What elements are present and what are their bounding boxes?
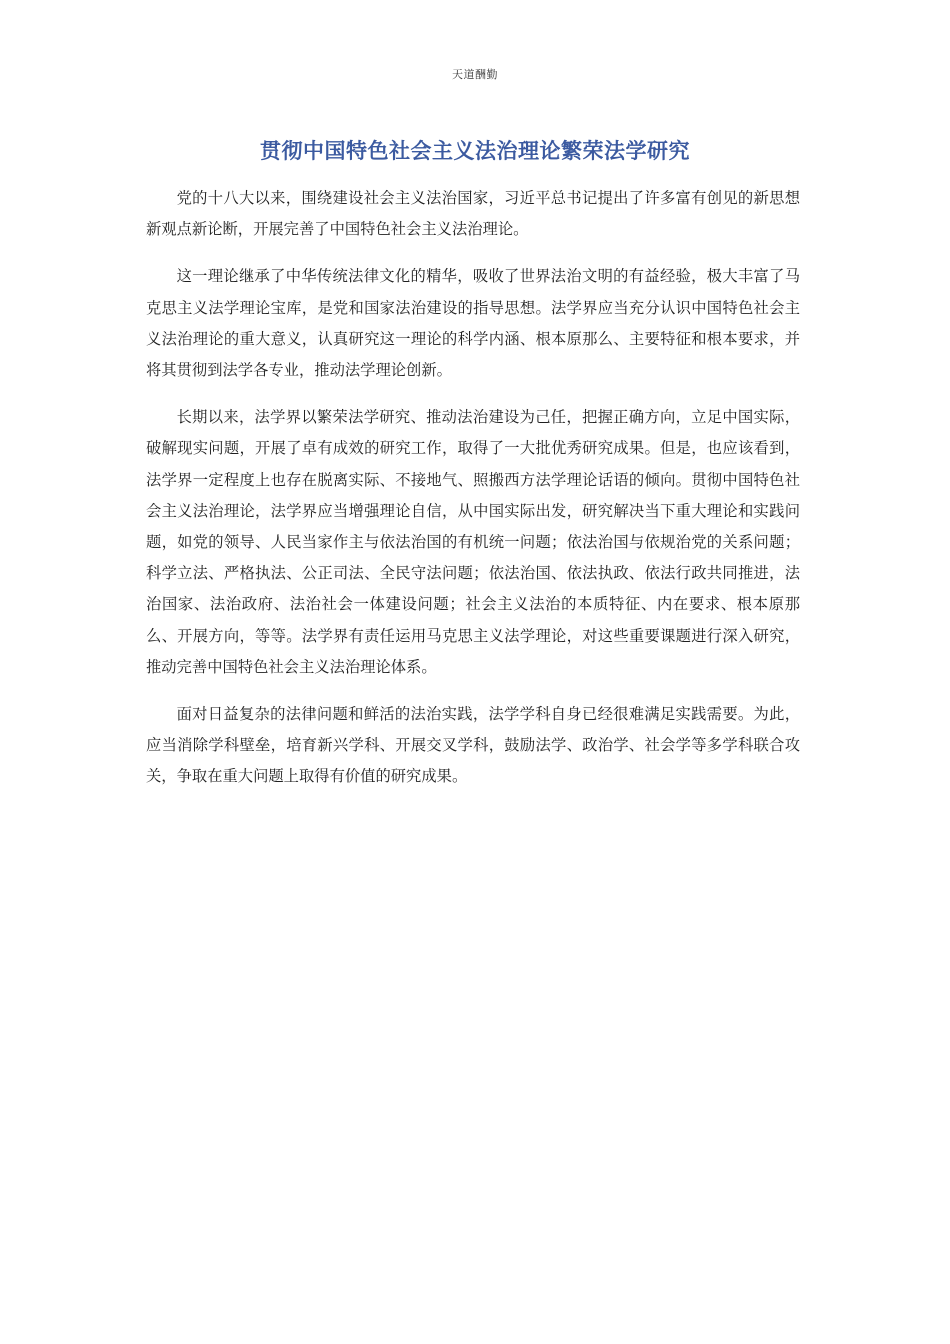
document-title: 贯彻中国特色社会主义法治理论繁荣法学研究 xyxy=(260,139,690,163)
paragraph-2: 这一理论继承了中华传统法律文化的精华，吸收了世界法治文明的有益经验，极大丰富了马克思主义法学理论宝库，是党和国家法治建设的指导思想。法学界应当充分认识中国特色社会主义法治理论的重大意义，认真研究这一理论的科学内涵、根本原那么、主要特征和根本要求，并将其贯彻到法学各专业，推动法学理论创新。 xyxy=(146,267,800,380)
page-header: 天道酬勤 xyxy=(452,68,498,81)
paragraph-1: 党的十八大以来，围绕建设社会主义法治国家，习近平总书记提出了许多富有创见的新思想新观点新论断，开展完善了中国特色社会主义法治理论。 xyxy=(146,189,800,239)
paragraph-4: 面对日益复杂的法律问题和鲜活的法治实践，法学学科自身已经很难满足实践需要。为此，应当消除学科壁垒，培育新兴学科、开展交叉学科，鼓励法学、政治学、社会学等多学科联合攻关，争取在重大问题上取得有价值的研究成果。 xyxy=(146,705,800,786)
document-body xyxy=(146,183,800,809)
paragraph-3: 长期以来，法学界以繁荣法学研究、推动法治建设为己任，把握正确方向，立足中国实际，破解现实问题，开展了卓有成效的研究工作，取得了一大批优秀研究成果。但是，也应该看到，法学界一定程度上也存在脱离实际、不接地气、照搬西方法学理论话语的倾向。贯彻中国特色社会主义法治理论，法学界应当增强理论自信，从中国实际出发，研究解决当下重大理论和实践问题，如党的领导、人民当家作主与依法治国的有机统一问题；依法治国与依规治党的关系问题；科学立法、严格执法、公正司法、全民守法问题；依法治国、依法执政、依法行政共同推进，法治国家、法治政府、法治社会一体建设问题；社会主义法治的本质特征、内在要求、根本原那么、开展方向，等等。法学界有责任运用马克思主义法学理论，对这些重要课题进行深入研究，推动完善中国特色社会主义法治理论体系。 xyxy=(146,408,800,676)
